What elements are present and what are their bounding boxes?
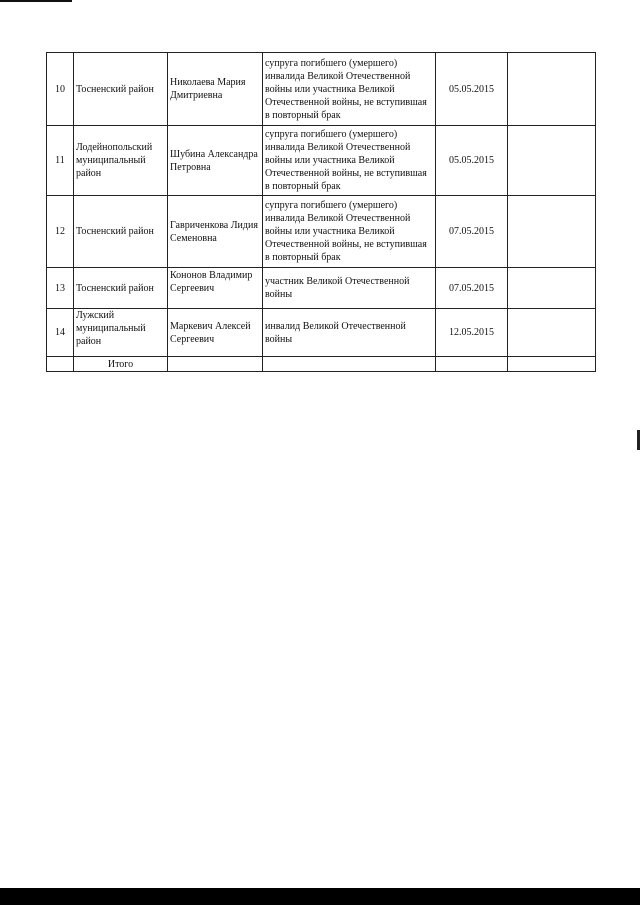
empty-cell xyxy=(508,268,596,309)
row-number: 10 xyxy=(47,53,74,126)
date-cell: 05.05.2015 xyxy=(436,53,508,126)
table-row xyxy=(47,309,596,357)
row-number: 13 xyxy=(47,268,74,309)
category-cell: супруга погибшего (умершего) инвалида Великой Отечественной войны или участника Великой Отечественной войны, не вступившая в повторный брак xyxy=(263,196,436,268)
total-row xyxy=(47,357,596,372)
recipients-table xyxy=(46,52,596,372)
row-number: 14 xyxy=(47,309,74,357)
category-cell: инвалид Великой Отечественной войны xyxy=(263,309,436,357)
district-cell: Тосненский район xyxy=(74,196,168,268)
person-name-cell: Гавриченкова Лидия Семеновна xyxy=(168,196,263,268)
district-cell: Лужский муниципальный район xyxy=(74,309,168,357)
date-cell: 07.05.2015 xyxy=(436,268,508,309)
empty-cell xyxy=(263,357,436,372)
district-cell: Тосненский район xyxy=(74,53,168,126)
date-cell: 12.05.2015 xyxy=(436,309,508,357)
category-cell: супруга погибшего (умершего) инвалида Великой Отечественной войны или участника Великой Отечественной войны, не вступившая в повторный брак xyxy=(263,126,436,196)
empty-cell xyxy=(508,357,596,372)
empty-cell xyxy=(436,357,508,372)
district-cell: Тосненский район xyxy=(74,268,168,309)
date-cell: 05.05.2015 xyxy=(436,126,508,196)
person-name-cell: Николаева Мария Дмитриевна xyxy=(168,53,263,126)
scan-edge-mark xyxy=(0,0,72,2)
date-cell: 07.05.2015 xyxy=(436,196,508,268)
empty-cell xyxy=(47,357,74,372)
category-cell: участник Великой Отечественной войны xyxy=(263,268,436,309)
total-label: Итого xyxy=(74,357,168,372)
scan-bottom-border xyxy=(0,888,640,905)
empty-cell xyxy=(168,357,263,372)
table-row xyxy=(47,268,596,309)
empty-cell xyxy=(508,309,596,357)
table-row xyxy=(47,126,596,196)
empty-cell xyxy=(508,196,596,268)
empty-cell xyxy=(508,126,596,196)
table-row xyxy=(47,196,596,268)
row-number: 12 xyxy=(47,196,74,268)
person-name-cell: Кононов Владимир Сергеевич xyxy=(168,268,263,309)
category-cell: супруга погибшего (умершего) инвалида Великой Отечественной войны или участника Великой Отечественной войны, не вступившая в повторный брак xyxy=(263,53,436,126)
person-name-cell: Маркевич Алексей Сергеевич xyxy=(168,309,263,357)
empty-cell xyxy=(508,53,596,126)
table-row xyxy=(47,53,596,126)
person-name-cell: Шубина Александра Петровна xyxy=(168,126,263,196)
row-number: 11 xyxy=(47,126,74,196)
district-cell: Лодейнопольский муниципальный район xyxy=(74,126,168,196)
